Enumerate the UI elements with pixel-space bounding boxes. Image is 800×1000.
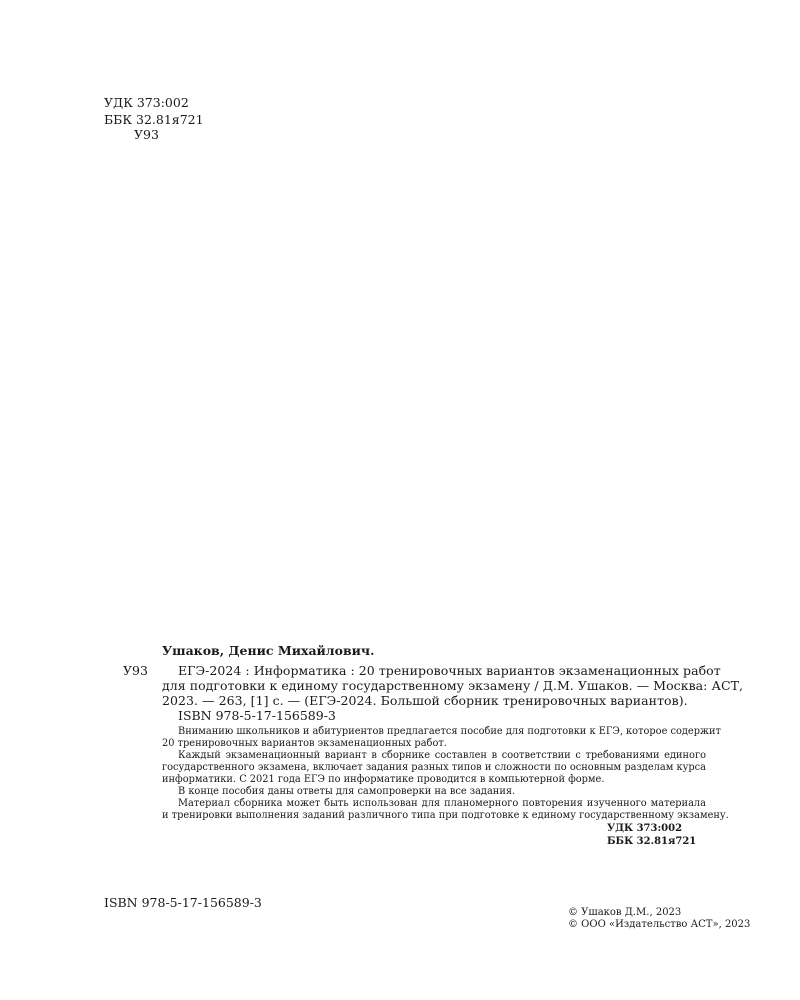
copyright-publisher: © ООО «Издательство АСТ», 2023 — [568, 919, 751, 930]
bbk-code-right: ББК 32.81я721 — [607, 836, 697, 847]
annotation-line: информатики. С 2021 года ЕГЭ по информатике проводится в компьютерной форме. — [162, 774, 605, 785]
author-name: Ушаков, Денис Михайлович. — [162, 643, 375, 658]
annotation-line: и тренировки выполнения заданий различного типа при подготовке к единому государственному экзамену. — [162, 810, 729, 821]
annotation-line: Каждый экзаменационный вариант в сборнике составлен в соответствии с требованиями единого — [178, 750, 706, 761]
bib-title-line: 2023. — 263, [1] с. — (ЕГЭ-2024. Большой сборник тренировочных вариантов). — [162, 693, 688, 708]
isbn-bottom: ISBN 978-5-17-156589-3 — [104, 895, 262, 910]
bib-isbn: ISBN 978-5-17-156589-3 — [178, 708, 336, 723]
annotation-line: В конце пособия даны ответы для самопроверки на все задания. — [178, 786, 516, 797]
annotation-line: Материал сборника может быть использован для планомерного повторения изученного материала — [178, 798, 706, 809]
udk-code: УДК 373:002 — [104, 95, 189, 110]
bib-title-line: для подготовки к единому государственному экзамену / Д.М. Ушаков. — Москва: АСТ, — [162, 678, 743, 693]
bib-title-line: ЕГЭ-2024 : Информатика : 20 тренировочных вариантов экзаменационных работ — [178, 663, 721, 678]
udk-code-right: УДК 373:002 — [607, 823, 683, 834]
author-cutter: У93 — [134, 127, 159, 142]
annotation-line: Вниманию школьников и абитуриентов предлагается пособие для подготовки к ЕГЭ, которое содержит — [178, 726, 721, 737]
annotation-line: государственного экзамена, включает задания разных типов и сложности по основным разделам курса — [162, 762, 706, 773]
annotation-line: 20 тренировочных вариантов экзаменационных работ. — [162, 738, 447, 749]
bbk-code: ББК 32.81я721 — [104, 112, 204, 127]
copyright-author: © Ушаков Д.М., 2023 — [568, 907, 682, 918]
bib-cutter: У93 — [123, 663, 148, 678]
